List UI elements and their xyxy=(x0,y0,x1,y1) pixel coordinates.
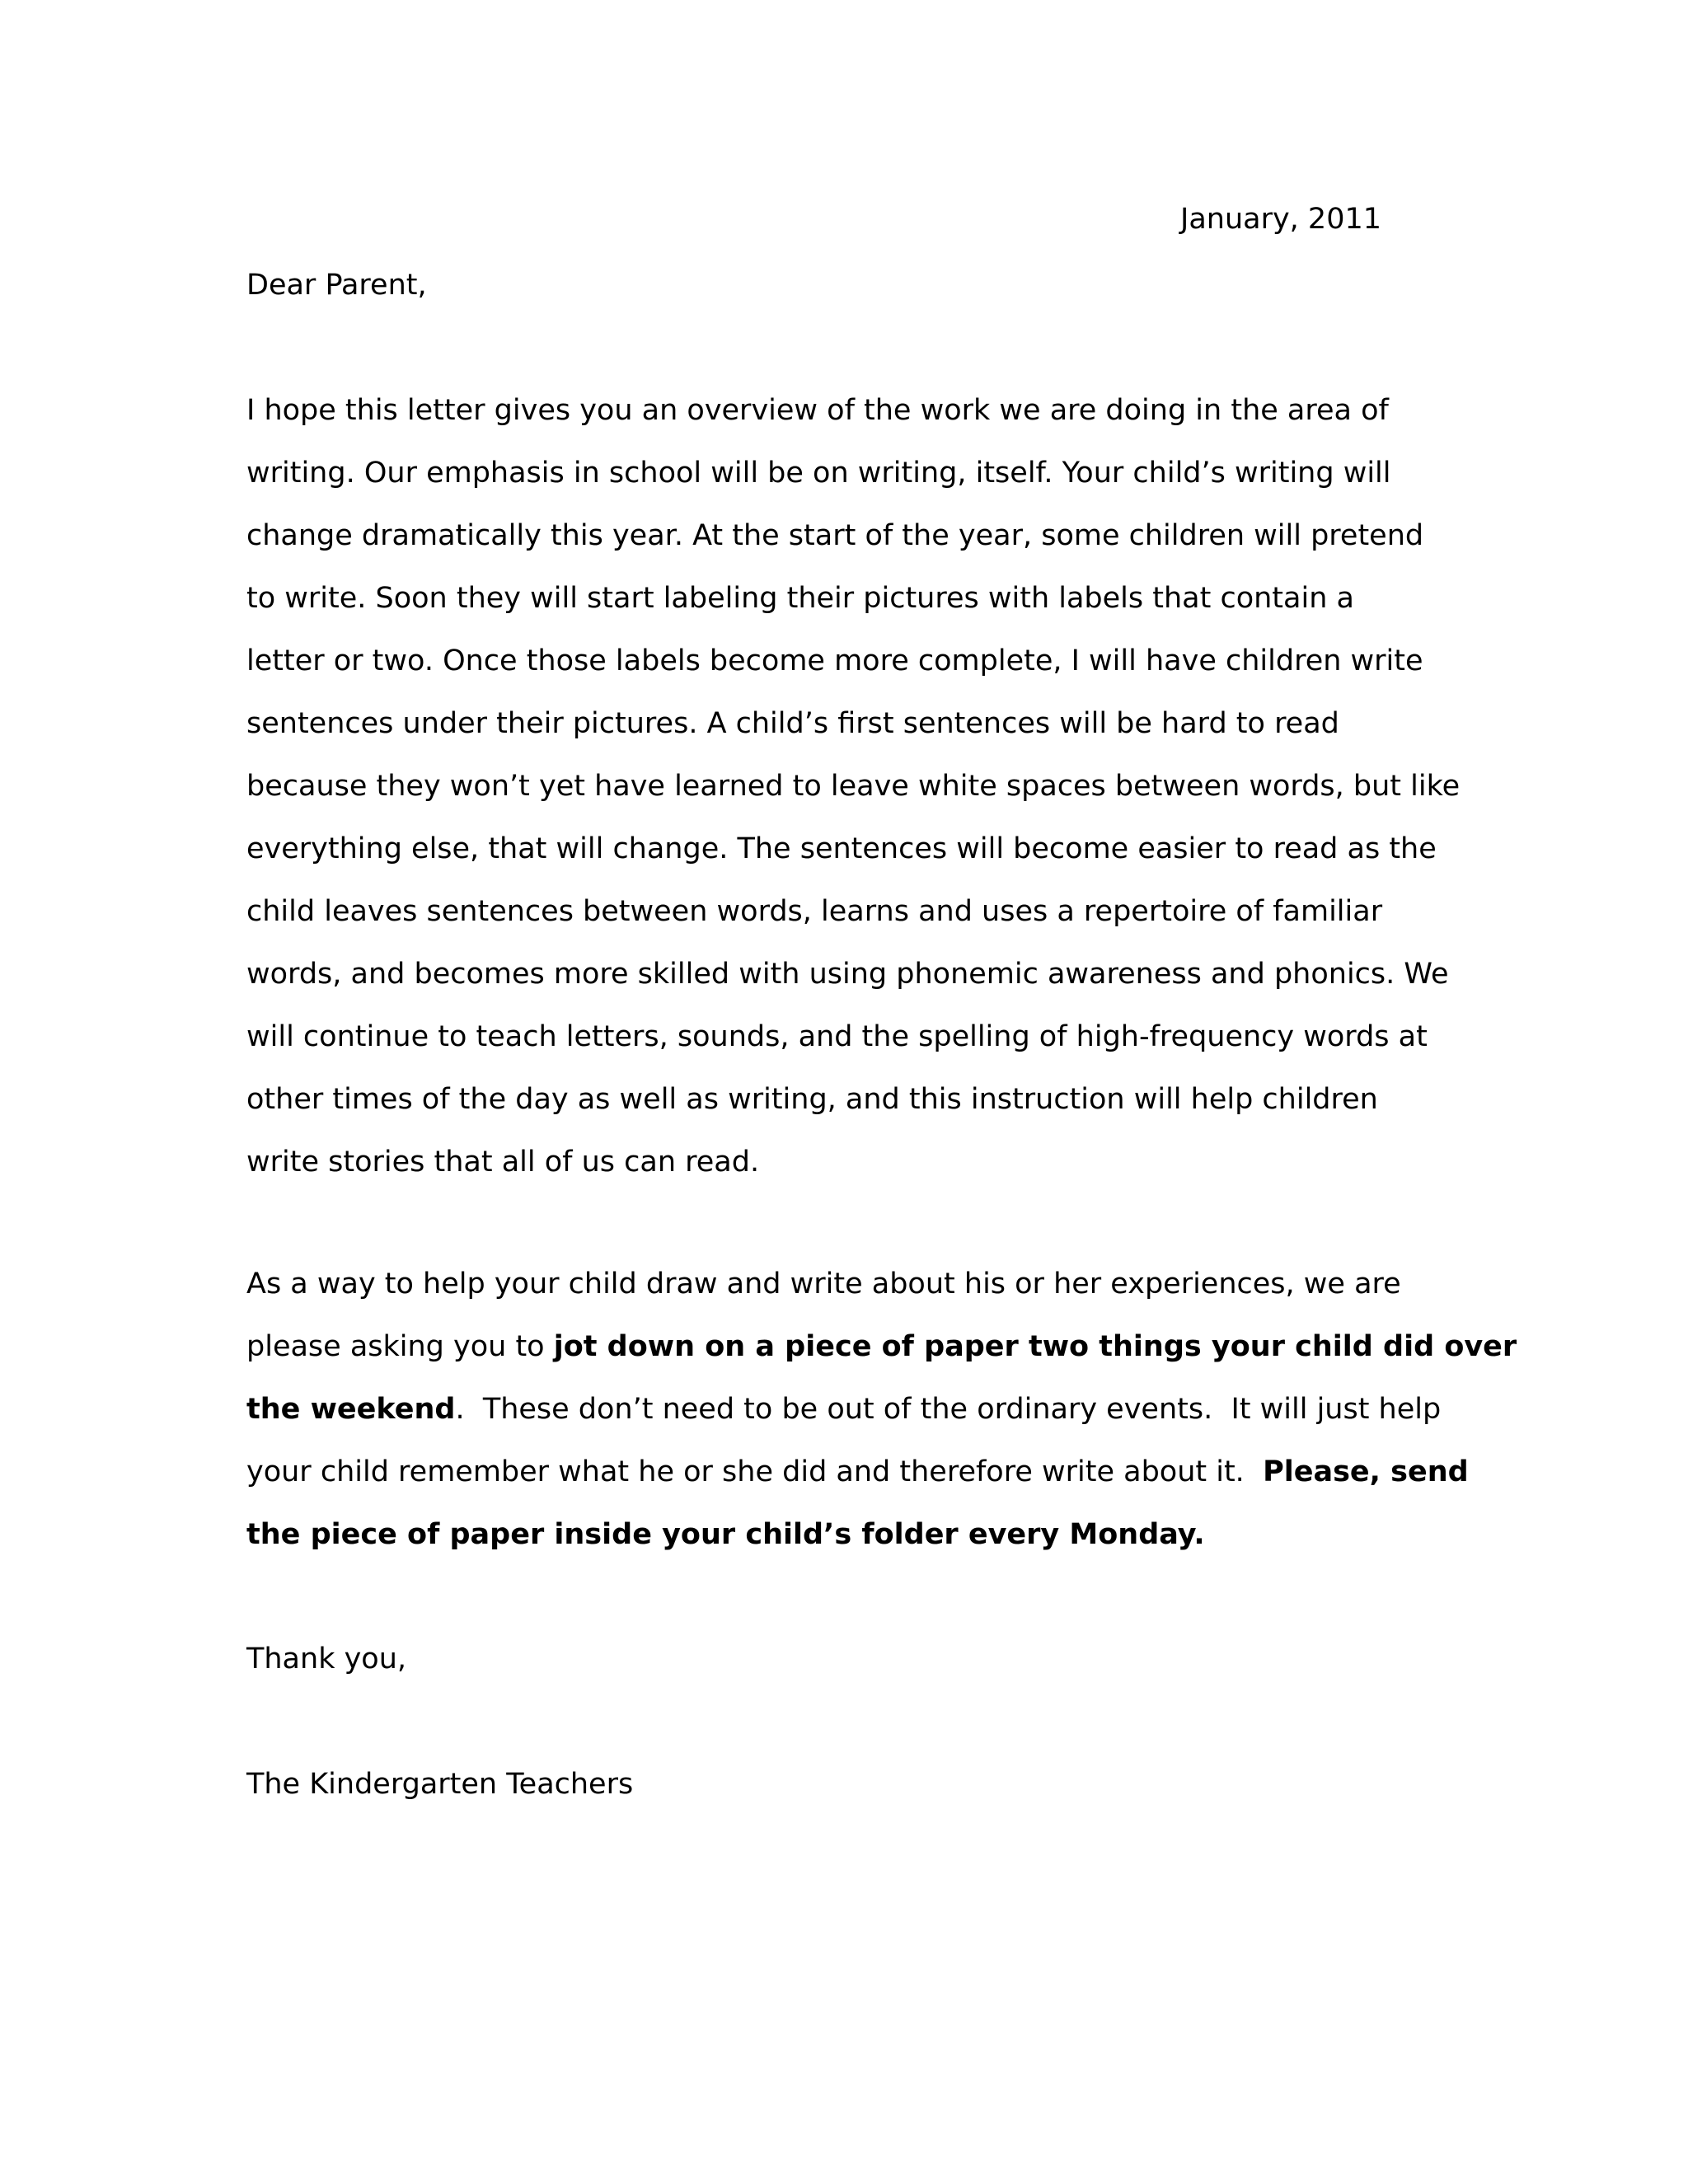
paragraph-line xyxy=(246,1253,1425,1315)
paragraph-line: everything else, that will change. The sentences will become easier to read as the xyxy=(246,832,1437,865)
request-text: As a way to help your child draw and write about his or her experiences, we are xyxy=(246,1268,1401,1301)
paragraph-overview xyxy=(246,379,1461,1193)
paragraph-line: letter or two. Once those labels become more complete, I will have children write xyxy=(246,644,1423,677)
request-emphasis: jot down on a piece of paper two things your child did over xyxy=(553,1330,1517,1363)
paragraph-line: child leaves sentences between words, learns and uses a repertoire of familiar xyxy=(246,895,1383,928)
paragraph-line: write stories that all of us can read. xyxy=(246,1146,760,1179)
paragraph-line: will continue to teach letters, sounds, and the spelling of high-frequency words at xyxy=(246,1020,1428,1053)
request-text: your child remember what he or she did and therefore write about it. xyxy=(246,1455,1264,1488)
paragraph-line xyxy=(246,1315,1517,1378)
paragraph-line: words, and becomes more skilled with using phonemic awareness and phonics. We xyxy=(246,958,1449,991)
paragraph-line: other times of the day as well as writing, and this instruction will help children xyxy=(246,1083,1378,1116)
paragraph-line: change dramatically this year. At the start of the year, some children will pretend xyxy=(246,519,1424,552)
closing: Thank you, xyxy=(246,1643,407,1675)
paragraph-line xyxy=(246,1503,1425,1566)
request-emphasis: the piece of paper inside your child’s folder every Monday. xyxy=(246,1518,1205,1551)
paragraph-line xyxy=(246,1441,1469,1503)
signature: The Kindergarten Teachers xyxy=(246,1768,634,1801)
paragraph-line: sentences under their pictures. A child’s first sentences will be hard to read xyxy=(246,707,1339,740)
salutation: Dear Parent, xyxy=(246,269,427,302)
request-emphasis: Please, send xyxy=(1263,1455,1469,1488)
paragraph-line: to write. Soon they will start labeling their pictures with labels that contain a xyxy=(246,582,1354,615)
paragraph-line: writing. Our emphasis in school will be on writing, itself. Your child’s writing will xyxy=(246,457,1391,490)
letter-date: January, 2011 xyxy=(1180,203,1382,236)
request-text: . These don’t need to be out of the ordinary events. It will just help xyxy=(455,1393,1442,1426)
paragraph-request xyxy=(246,1253,1517,1566)
paragraph-line: I hope this letter gives you an overview of the work we are doing in the area of xyxy=(246,394,1389,427)
paragraph-line xyxy=(246,1378,1442,1441)
paragraph-line: because they won’t yet have learned to leave white spaces between words, but like xyxy=(246,770,1461,803)
request-emphasis: the weekend xyxy=(246,1393,456,1426)
request-text: please asking you to xyxy=(246,1330,554,1363)
